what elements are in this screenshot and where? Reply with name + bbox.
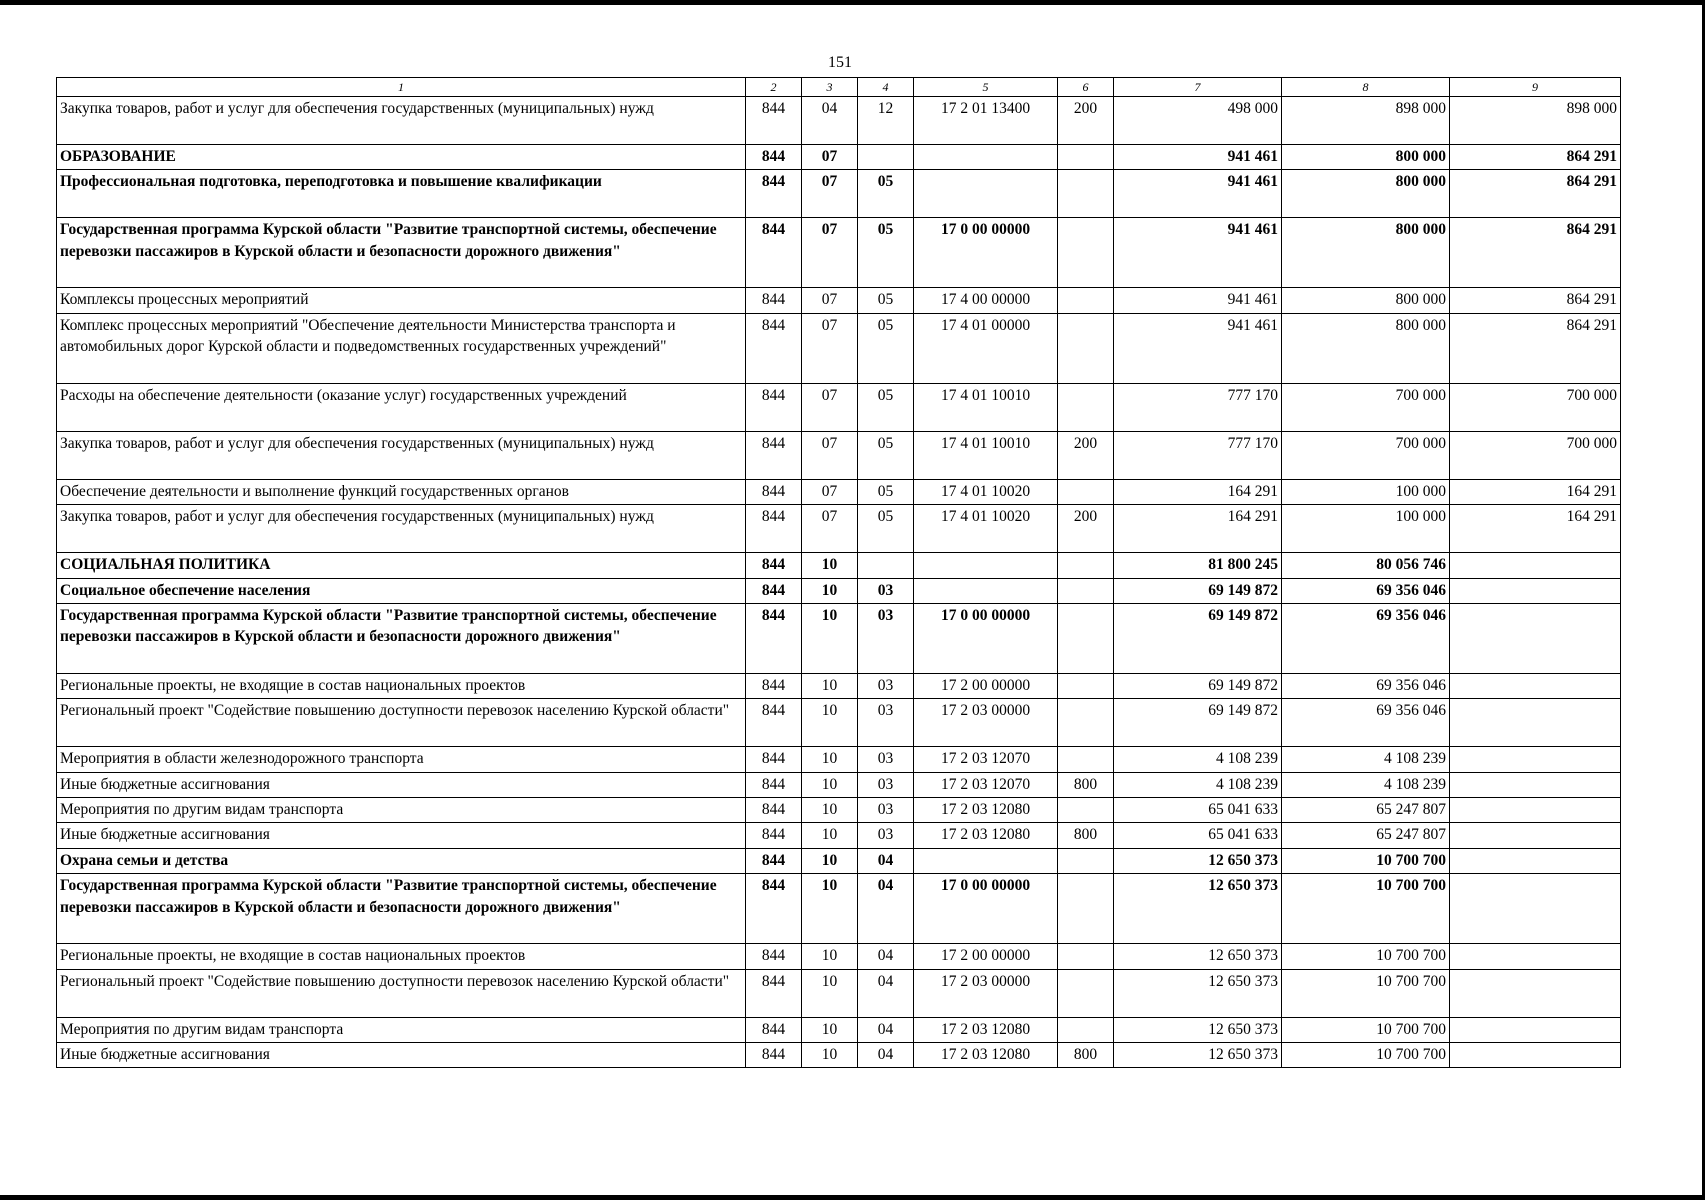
amount-col9-cell <box>1450 603 1621 673</box>
expense-name-cell: Государственная программа Курской области "Развитие транспортной системы, обеспечение перевозки пассажиров в Курской области и безопасности дорожного движения" <box>57 603 746 673</box>
section-code-cell: 07 <box>802 479 858 504</box>
amount-col7-cell: 164 291 <box>1114 505 1282 553</box>
ministry-code-cell: 844 <box>746 553 802 578</box>
section-code-cell: 10 <box>802 798 858 823</box>
section-code-cell: 10 <box>802 772 858 797</box>
ministry-code-cell: 844 <box>746 505 802 553</box>
expense-name-cell: Региональный проект "Содействие повышению доступности перевозок населению Курской области" <box>57 699 746 747</box>
expense-type-cell <box>1058 969 1114 1017</box>
subsection-code-cell: 04 <box>858 848 914 873</box>
expense-name-cell: Мероприятия по другим видам транспорта <box>57 798 746 823</box>
subsection-code-cell: 05 <box>858 505 914 553</box>
expense-type-cell <box>1058 479 1114 504</box>
amount-col9-cell <box>1450 944 1621 969</box>
subsection-code-cell: 05 <box>858 170 914 218</box>
amount-col8-cell: 10 700 700 <box>1282 874 1450 944</box>
section-code-cell: 07 <box>802 170 858 218</box>
amount-col9-cell: 864 291 <box>1450 288 1621 313</box>
amount-col8-cell: 69 356 046 <box>1282 673 1450 698</box>
subsection-code-cell: 03 <box>858 747 914 772</box>
expense-type-cell <box>1058 553 1114 578</box>
expense-name-cell: Региональные проекты, не входящие в состав национальных проектов <box>57 673 746 698</box>
table-row <box>57 699 1621 747</box>
section-code-cell: 07 <box>802 431 858 479</box>
amount-col9-cell <box>1450 699 1621 747</box>
ministry-code-cell: 844 <box>746 969 802 1017</box>
amount-col7-cell: 941 461 <box>1114 288 1282 313</box>
table-row <box>57 969 1621 1017</box>
expense-name-cell: Социальное обеспечение населения <box>57 578 746 603</box>
amount-col7-cell: 4 108 239 <box>1114 772 1282 797</box>
expense-type-cell <box>1058 944 1114 969</box>
target-article-cell: 17 4 01 10020 <box>914 505 1058 553</box>
ministry-code-cell: 844 <box>746 1042 802 1067</box>
table-row <box>57 944 1621 969</box>
amount-col9-cell <box>1450 578 1621 603</box>
table-row <box>57 823 1621 848</box>
target-article-cell <box>914 848 1058 873</box>
table-row <box>57 874 1621 944</box>
expense-type-cell <box>1058 747 1114 772</box>
expense-type-cell <box>1058 383 1114 431</box>
target-article-cell: 17 2 03 12080 <box>914 798 1058 823</box>
amount-col8-cell: 898 000 <box>1282 97 1450 145</box>
amount-col7-cell: 12 650 373 <box>1114 874 1282 944</box>
subsection-code-cell: 05 <box>858 288 914 313</box>
section-code-cell: 07 <box>802 383 858 431</box>
amount-col8-cell: 80 056 746 <box>1282 553 1450 578</box>
subsection-code-cell: 03 <box>858 823 914 848</box>
expense-name-cell: Охрана семьи и детства <box>57 848 746 873</box>
expense-type-cell: 800 <box>1058 1042 1114 1067</box>
column-number: 4 <box>858 78 914 97</box>
amount-col9-cell: 700 000 <box>1450 431 1621 479</box>
ministry-code-cell: 844 <box>746 170 802 218</box>
table-row <box>57 747 1621 772</box>
amount-col8-cell: 700 000 <box>1282 383 1450 431</box>
section-code-cell: 10 <box>802 848 858 873</box>
expense-type-cell: 200 <box>1058 97 1114 145</box>
amount-col7-cell: 12 650 373 <box>1114 969 1282 1017</box>
table-row <box>57 479 1621 504</box>
target-article-cell: 17 4 01 00000 <box>914 313 1058 383</box>
amount-col7-cell: 777 170 <box>1114 431 1282 479</box>
amount-col7-cell: 12 650 373 <box>1114 1042 1282 1067</box>
expense-name-cell: Расходы на обеспечение деятельности (оказание услуг) государственных учреждений <box>57 383 746 431</box>
expense-type-cell: 800 <box>1058 772 1114 797</box>
amount-col8-cell: 10 700 700 <box>1282 1042 1450 1067</box>
amount-col9-cell: 700 000 <box>1450 383 1621 431</box>
subsection-code-cell: 03 <box>858 673 914 698</box>
expense-name-cell: Государственная программа Курской области "Развитие транспортной системы, обеспечение перевозки пассажиров в Курской области и безопасности дорожного движения" <box>57 218 746 288</box>
column-number: 3 <box>802 78 858 97</box>
table-row <box>57 170 1621 218</box>
target-article-cell: 17 4 01 10020 <box>914 479 1058 504</box>
amount-col8-cell: 4 108 239 <box>1282 747 1450 772</box>
scan-border-top <box>0 0 1705 5</box>
ministry-code-cell: 844 <box>746 944 802 969</box>
amount-col7-cell: 81 800 245 <box>1114 553 1282 578</box>
amount-col7-cell: 4 108 239 <box>1114 747 1282 772</box>
ministry-code-cell: 844 <box>746 97 802 145</box>
subsection-code-cell: 04 <box>858 969 914 1017</box>
expense-type-cell: 800 <box>1058 823 1114 848</box>
expense-name-cell: Региональный проект "Содействие повышению доступности перевозок населению Курской области" <box>57 969 746 1017</box>
amount-col8-cell: 10 700 700 <box>1282 1017 1450 1042</box>
ministry-code-cell: 844 <box>746 848 802 873</box>
table-row <box>57 431 1621 479</box>
amount-col9-cell <box>1450 747 1621 772</box>
subsection-code-cell <box>858 145 914 170</box>
amount-col9-cell <box>1450 969 1621 1017</box>
table-row <box>57 313 1621 383</box>
amount-col8-cell: 10 700 700 <box>1282 969 1450 1017</box>
target-article-cell <box>914 553 1058 578</box>
expense-type-cell <box>1058 874 1114 944</box>
amount-col8-cell: 69 356 046 <box>1282 578 1450 603</box>
amount-col8-cell: 10 700 700 <box>1282 944 1450 969</box>
section-code-cell: 07 <box>802 145 858 170</box>
ministry-code-cell: 844 <box>746 313 802 383</box>
target-article-cell <box>914 145 1058 170</box>
amount-col9-cell <box>1450 772 1621 797</box>
amount-col8-cell: 69 356 046 <box>1282 699 1450 747</box>
ministry-code-cell: 844 <box>746 747 802 772</box>
target-article-cell: 17 2 03 12080 <box>914 1017 1058 1042</box>
section-code-cell: 10 <box>802 1042 858 1067</box>
scan-border-bottom <box>0 1195 1705 1200</box>
subsection-code-cell: 05 <box>858 218 914 288</box>
expense-type-cell <box>1058 798 1114 823</box>
amount-col9-cell <box>1450 823 1621 848</box>
table-body <box>57 97 1621 1068</box>
column-number: 1 <box>57 78 746 97</box>
section-code-cell: 10 <box>802 578 858 603</box>
expense-name-cell: Обеспечение деятельности и выполнение функций государственных органов <box>57 479 746 504</box>
table-row <box>57 673 1621 698</box>
ministry-code-cell: 844 <box>746 673 802 698</box>
amount-col7-cell: 69 149 872 <box>1114 578 1282 603</box>
table-row <box>57 578 1621 603</box>
amount-col9-cell <box>1450 1042 1621 1067</box>
table-row <box>57 145 1621 170</box>
expense-type-cell: 200 <box>1058 505 1114 553</box>
ministry-code-cell: 844 <box>746 772 802 797</box>
expense-name-cell: Мероприятия в области железнодорожного транспорта <box>57 747 746 772</box>
amount-col7-cell: 498 000 <box>1114 97 1282 145</box>
column-number-row <box>57 78 1621 97</box>
section-code-cell: 07 <box>802 313 858 383</box>
amount-col9-cell: 864 291 <box>1450 313 1621 383</box>
expense-name-cell: Комплексы процессных мероприятий <box>57 288 746 313</box>
amount-col8-cell: 100 000 <box>1282 505 1450 553</box>
table-row <box>57 97 1621 145</box>
amount-col7-cell: 941 461 <box>1114 313 1282 383</box>
amount-col9-cell: 898 000 <box>1450 97 1621 145</box>
target-article-cell: 17 4 01 10010 <box>914 431 1058 479</box>
section-code-cell: 07 <box>802 218 858 288</box>
target-article-cell: 17 0 00 00000 <box>914 603 1058 673</box>
column-number: 9 <box>1450 78 1621 97</box>
amount-col7-cell: 69 149 872 <box>1114 699 1282 747</box>
page-number: 151 <box>828 54 852 71</box>
ministry-code-cell: 844 <box>746 798 802 823</box>
amount-col7-cell: 164 291 <box>1114 479 1282 504</box>
table-row <box>57 288 1621 313</box>
table-row <box>57 218 1621 288</box>
amount-col8-cell: 700 000 <box>1282 431 1450 479</box>
column-number: 6 <box>1058 78 1114 97</box>
target-article-cell: 17 2 03 12080 <box>914 1042 1058 1067</box>
target-article-cell: 17 0 00 00000 <box>914 218 1058 288</box>
subsection-code-cell: 12 <box>858 97 914 145</box>
amount-col8-cell: 800 000 <box>1282 313 1450 383</box>
amount-col9-cell <box>1450 848 1621 873</box>
target-article-cell: 17 4 01 10010 <box>914 383 1058 431</box>
subsection-code-cell: 04 <box>858 944 914 969</box>
ministry-code-cell: 844 <box>746 1017 802 1042</box>
expense-name-cell: Иные бюджетные ассигнования <box>57 823 746 848</box>
amount-col9-cell: 864 291 <box>1450 145 1621 170</box>
section-code-cell: 10 <box>802 944 858 969</box>
target-article-cell: 17 2 01 13400 <box>914 97 1058 145</box>
section-code-cell: 10 <box>802 699 858 747</box>
budget-table <box>56 77 1621 1068</box>
amount-col7-cell: 69 149 872 <box>1114 673 1282 698</box>
section-code-cell: 10 <box>802 747 858 772</box>
target-article-cell: 17 2 00 00000 <box>914 673 1058 698</box>
amount-col7-cell: 777 170 <box>1114 383 1282 431</box>
target-article-cell: 17 2 03 12070 <box>914 747 1058 772</box>
expense-type-cell <box>1058 699 1114 747</box>
expense-name-cell: СОЦИАЛЬНАЯ ПОЛИТИКА <box>57 553 746 578</box>
section-code-cell: 04 <box>802 97 858 145</box>
ministry-code-cell: 844 <box>746 218 802 288</box>
amount-col7-cell: 65 041 633 <box>1114 823 1282 848</box>
expense-type-cell <box>1058 603 1114 673</box>
subsection-code-cell: 03 <box>858 798 914 823</box>
section-code-cell: 10 <box>802 823 858 848</box>
target-article-cell: 17 2 00 00000 <box>914 944 1058 969</box>
amount-col8-cell: 800 000 <box>1282 145 1450 170</box>
table-row <box>57 553 1621 578</box>
amount-col8-cell: 800 000 <box>1282 288 1450 313</box>
amount-col8-cell: 65 247 807 <box>1282 823 1450 848</box>
column-number: 7 <box>1114 78 1282 97</box>
section-code-cell: 10 <box>802 553 858 578</box>
table-row <box>57 1017 1621 1042</box>
subsection-code-cell: 05 <box>858 479 914 504</box>
section-code-cell: 10 <box>802 1017 858 1042</box>
subsection-code-cell: 03 <box>858 578 914 603</box>
expense-name-cell: Профессиональная подготовка, переподготовка и повышение квалификации <box>57 170 746 218</box>
table-row <box>57 798 1621 823</box>
expense-name-cell: Закупка товаров, работ и услуг для обеспечения государственных (муниципальных) нужд <box>57 97 746 145</box>
amount-col8-cell: 100 000 <box>1282 479 1450 504</box>
column-number: 8 <box>1282 78 1450 97</box>
amount-col9-cell <box>1450 1017 1621 1042</box>
amount-col7-cell: 12 650 373 <box>1114 1017 1282 1042</box>
ministry-code-cell: 844 <box>746 603 802 673</box>
expense-type-cell <box>1058 313 1114 383</box>
subsection-code-cell: 03 <box>858 603 914 673</box>
section-code-cell: 10 <box>802 673 858 698</box>
expense-type-cell <box>1058 578 1114 603</box>
amount-col7-cell: 941 461 <box>1114 145 1282 170</box>
amount-col9-cell <box>1450 673 1621 698</box>
expense-type-cell <box>1058 673 1114 698</box>
amount-col8-cell: 800 000 <box>1282 170 1450 218</box>
amount-col7-cell: 941 461 <box>1114 170 1282 218</box>
amount-col9-cell: 164 291 <box>1450 479 1621 504</box>
target-article-cell: 17 4 00 00000 <box>914 288 1058 313</box>
ministry-code-cell: 844 <box>746 383 802 431</box>
subsection-code-cell: 03 <box>858 772 914 797</box>
amount-col9-cell <box>1450 798 1621 823</box>
expense-type-cell <box>1058 170 1114 218</box>
table-row <box>57 848 1621 873</box>
target-article-cell: 17 2 03 12080 <box>914 823 1058 848</box>
target-article-cell: 17 2 03 00000 <box>914 969 1058 1017</box>
amount-col7-cell: 65 041 633 <box>1114 798 1282 823</box>
amount-col8-cell: 10 700 700 <box>1282 848 1450 873</box>
amount-col9-cell <box>1450 874 1621 944</box>
expense-type-cell <box>1058 1017 1114 1042</box>
ministry-code-cell: 844 <box>746 578 802 603</box>
subsection-code-cell: 04 <box>858 1017 914 1042</box>
expense-type-cell: 200 <box>1058 431 1114 479</box>
expense-name-cell: ОБРАЗОВАНИЕ <box>57 145 746 170</box>
expense-name-cell: Закупка товаров, работ и услуг для обеспечения государственных (муниципальных) нужд <box>57 431 746 479</box>
ministry-code-cell: 844 <box>746 431 802 479</box>
amount-col9-cell: 164 291 <box>1450 505 1621 553</box>
amount-col9-cell: 864 291 <box>1450 218 1621 288</box>
amount-col8-cell: 69 356 046 <box>1282 603 1450 673</box>
amount-col9-cell: 864 291 <box>1450 170 1621 218</box>
expense-name-cell: Закупка товаров, работ и услуг для обеспечения государственных (муниципальных) нужд <box>57 505 746 553</box>
amount-col8-cell: 4 108 239 <box>1282 772 1450 797</box>
expense-name-cell: Государственная программа Курской области "Развитие транспортной системы, обеспечение перевозки пассажиров в Курской области и безопасности дорожного движения" <box>57 874 746 944</box>
table-row <box>57 383 1621 431</box>
expense-name-cell: Комплекс процессных мероприятий "Обеспечение деятельности Министерства транспорта и автомобильных дорог Курской области и подведомственных государственных учреждений" <box>57 313 746 383</box>
amount-col8-cell: 800 000 <box>1282 218 1450 288</box>
table-row <box>57 772 1621 797</box>
subsection-code-cell: 05 <box>858 383 914 431</box>
amount-col7-cell: 12 650 373 <box>1114 848 1282 873</box>
expense-type-cell <box>1058 288 1114 313</box>
ministry-code-cell: 844 <box>746 288 802 313</box>
target-article-cell <box>914 578 1058 603</box>
subsection-code-cell: 04 <box>858 874 914 944</box>
expense-type-cell <box>1058 848 1114 873</box>
section-code-cell: 07 <box>802 505 858 553</box>
amount-col7-cell: 69 149 872 <box>1114 603 1282 673</box>
subsection-code-cell: 03 <box>858 699 914 747</box>
expense-name-cell: Региональные проекты, не входящие в состав национальных проектов <box>57 944 746 969</box>
table-row <box>57 603 1621 673</box>
target-article-cell: 17 2 03 00000 <box>914 699 1058 747</box>
column-number: 2 <box>746 78 802 97</box>
expense-type-cell <box>1058 145 1114 170</box>
section-code-cell: 10 <box>802 969 858 1017</box>
target-article-cell: 17 2 03 12070 <box>914 772 1058 797</box>
expense-name-cell: Иные бюджетные ассигнования <box>57 772 746 797</box>
column-number: 5 <box>914 78 1058 97</box>
table-row <box>57 505 1621 553</box>
amount-col9-cell <box>1450 553 1621 578</box>
ministry-code-cell: 844 <box>746 874 802 944</box>
expense-name-cell: Мероприятия по другим видам транспорта <box>57 1017 746 1042</box>
section-code-cell: 10 <box>802 874 858 944</box>
section-code-cell: 07 <box>802 288 858 313</box>
table-row <box>57 1042 1621 1067</box>
ministry-code-cell: 844 <box>746 145 802 170</box>
amount-col7-cell: 12 650 373 <box>1114 944 1282 969</box>
subsection-code-cell <box>858 553 914 578</box>
ministry-code-cell: 844 <box>746 823 802 848</box>
expense-name-cell: Иные бюджетные ассигнования <box>57 1042 746 1067</box>
amount-col7-cell: 941 461 <box>1114 218 1282 288</box>
expense-type-cell <box>1058 218 1114 288</box>
ministry-code-cell: 844 <box>746 479 802 504</box>
subsection-code-cell: 05 <box>858 431 914 479</box>
target-article-cell <box>914 170 1058 218</box>
subsection-code-cell: 05 <box>858 313 914 383</box>
target-article-cell: 17 0 00 00000 <box>914 874 1058 944</box>
section-code-cell: 10 <box>802 603 858 673</box>
ministry-code-cell: 844 <box>746 699 802 747</box>
subsection-code-cell: 04 <box>858 1042 914 1067</box>
amount-col8-cell: 65 247 807 <box>1282 798 1450 823</box>
